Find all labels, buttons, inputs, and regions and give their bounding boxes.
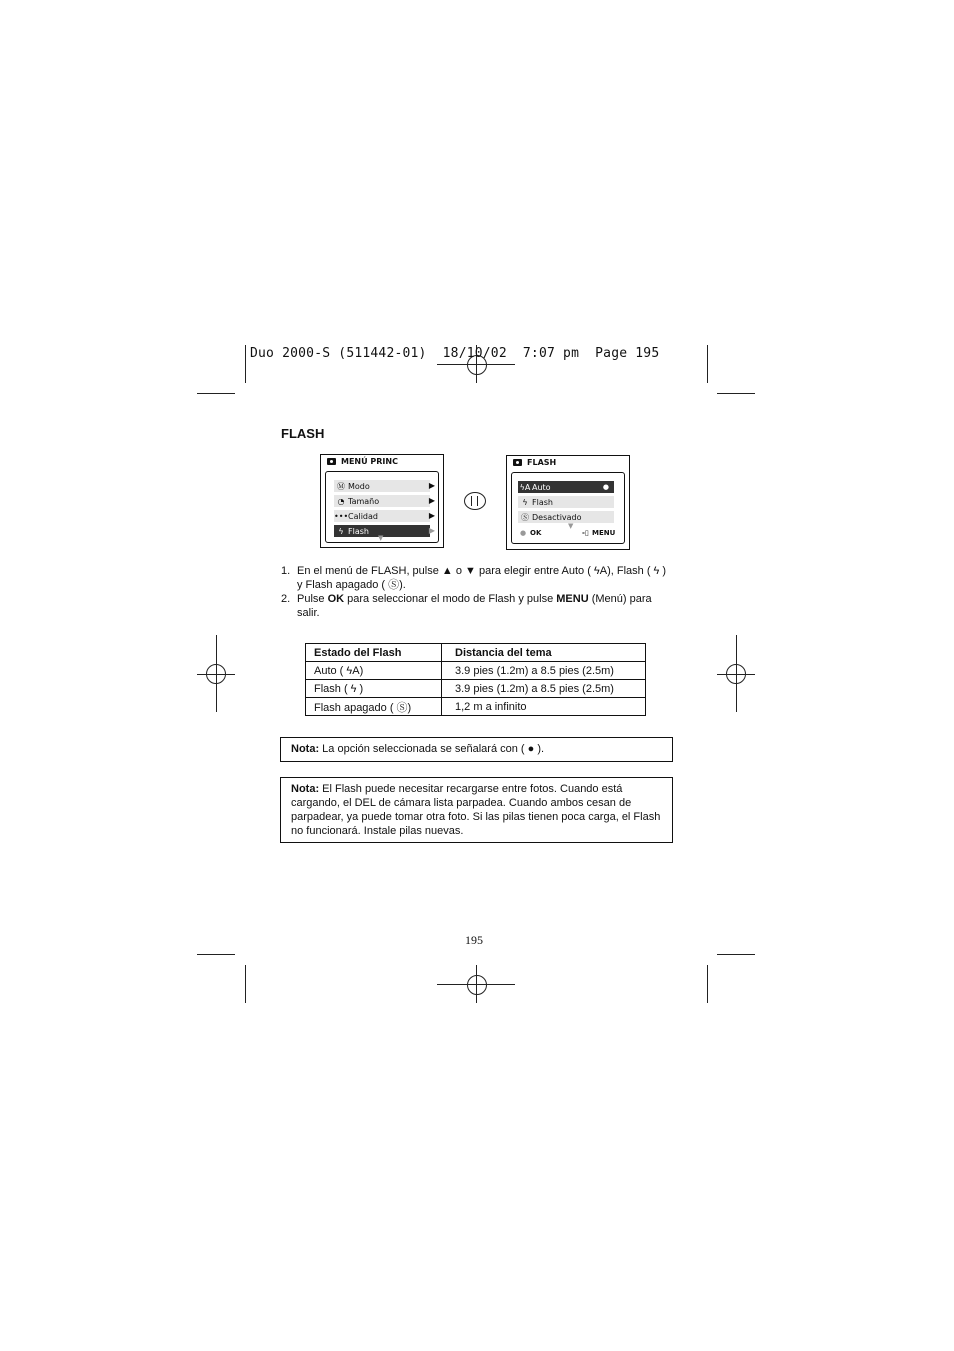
scroll-down-icon: ▼ (378, 534, 384, 542)
crop-mark (707, 345, 708, 383)
chevron-right-icon: ▶ (428, 496, 435, 505)
camera-icon (327, 458, 336, 465)
chevron-right-icon: ▶ (428, 481, 435, 490)
table-cell: Auto ( ϟA) (306, 662, 442, 680)
quality-icon: ••• (334, 511, 349, 521)
table-row (306, 698, 646, 716)
crop-mark (197, 954, 235, 955)
option-label: Flash (532, 497, 553, 507)
menu-label: MENU (592, 529, 616, 537)
table-cell: 3.9 pies (1.2m) a 8.5 pies (2.5m) (442, 662, 646, 680)
table-cell: 1,2 m a infinito (442, 698, 646, 716)
menu-item-label: Calidad (348, 511, 378, 521)
flash-option-flash[interactable] (518, 496, 614, 508)
menu-item-label: Tamaño (348, 496, 380, 506)
ok-key: OK (327, 593, 345, 605)
flash-icon: ϟ (522, 497, 528, 507)
table-row (306, 680, 646, 698)
screen-title (513, 458, 556, 467)
step-text: Pulse OK para seleccionar el modo de Flash y pulse MENU (Menú) para salir. (297, 593, 652, 619)
table-row (306, 662, 646, 680)
dial-icon (464, 492, 486, 510)
menu-item-label: Flash (348, 526, 369, 536)
table-header: Estado del Flash (306, 644, 442, 662)
print-header: Duo 2000-S (511442-01) 18/10/02 7:07 pm Page 195 (250, 346, 660, 361)
table-cell: Flash apagado ( Ⓢ) (306, 698, 442, 716)
flash-off-icon: Ⓢ (521, 512, 529, 522)
instruction-steps (281, 565, 673, 621)
step-number: 2. (281, 593, 291, 605)
flash-icon: ϟ (338, 526, 344, 536)
exit-icon: -▯ (582, 529, 589, 537)
registration-circle (726, 664, 746, 684)
table-header: Distancia del tema (442, 644, 646, 662)
crop-mark (717, 954, 755, 955)
crop-mark (717, 393, 755, 394)
step-2 (281, 593, 673, 620)
main-menu-screen (320, 454, 444, 548)
crop-mark (245, 965, 246, 1003)
ok-label: OK (530, 529, 542, 537)
chevron-right-icon: ▶ (428, 526, 435, 535)
option-label: Desactivado (532, 512, 582, 522)
crop-mark (707, 965, 708, 1003)
step-text: En el menú de FLASH, pulse ▲ o ▼ para elegir entre Auto ( ϟA), Flash ( ϟ ) y Flash apagado ( Ⓢ). (297, 565, 667, 591)
size-icon: ◔ (337, 496, 345, 506)
table-cell: 3.9 pies (1.2m) a 8.5 pies (2.5m) (442, 680, 646, 698)
step-1 (281, 565, 673, 592)
note-label: Nota: (291, 783, 320, 795)
table-cell: Flash ( ϟ ) (306, 680, 442, 698)
option-label: Auto (532, 482, 551, 492)
screen-title-label: MENÚ PRINC (341, 457, 398, 466)
flash-auto-icon: ϟA (519, 482, 531, 492)
page-number: 195 (465, 933, 483, 947)
menu-key: MENU (556, 593, 589, 605)
note-text: La opción seleccionada se señalará con ( ● ). (319, 743, 545, 755)
chevron-right-icon: ▶ (428, 511, 435, 520)
screen-title-label: FLASH (527, 458, 557, 467)
crop-mark (197, 393, 235, 394)
flash-menu-screen (506, 455, 630, 550)
crop-mark (245, 345, 246, 383)
scroll-down-icon: ▼ (568, 522, 574, 530)
registration-circle (206, 664, 226, 684)
selected-marker-icon: ● (602, 483, 609, 491)
note-text: El Flash puede necesitar recargarse entre fotos. Cuando está cargando, el DEL de cámara lista parpadea. Cuando ambos cesan de parpadear, ya puede tomar otra foto. Si las pilas tienen poca carga, el Flash no funcionará. Instale pilas nuevas. (291, 783, 661, 837)
flash-option-auto[interactable] (518, 481, 614, 493)
registration-circle (467, 975, 487, 995)
section-title: FLASH (281, 426, 325, 441)
step-number: 1. (281, 565, 291, 577)
menu-item-calidad[interactable] (334, 510, 430, 522)
mode-icon: Ⓜ (337, 481, 345, 491)
menu-item-modo[interactable] (334, 480, 430, 492)
menu-item-label: Modo (348, 481, 370, 491)
ok-indicator-icon: ● (520, 529, 527, 537)
note-box-1 (280, 737, 673, 762)
screen-title (327, 457, 398, 466)
flash-panel (511, 472, 625, 544)
flash-distance-table (305, 643, 646, 716)
flash-option-desactivado[interactable] (518, 511, 614, 523)
camera-icon (513, 459, 522, 466)
note-box-2 (280, 777, 673, 843)
table-header-row (306, 644, 646, 662)
menu-panel (325, 471, 439, 543)
note-label: Nota: (291, 743, 320, 755)
menu-item-tamano[interactable] (334, 495, 430, 507)
